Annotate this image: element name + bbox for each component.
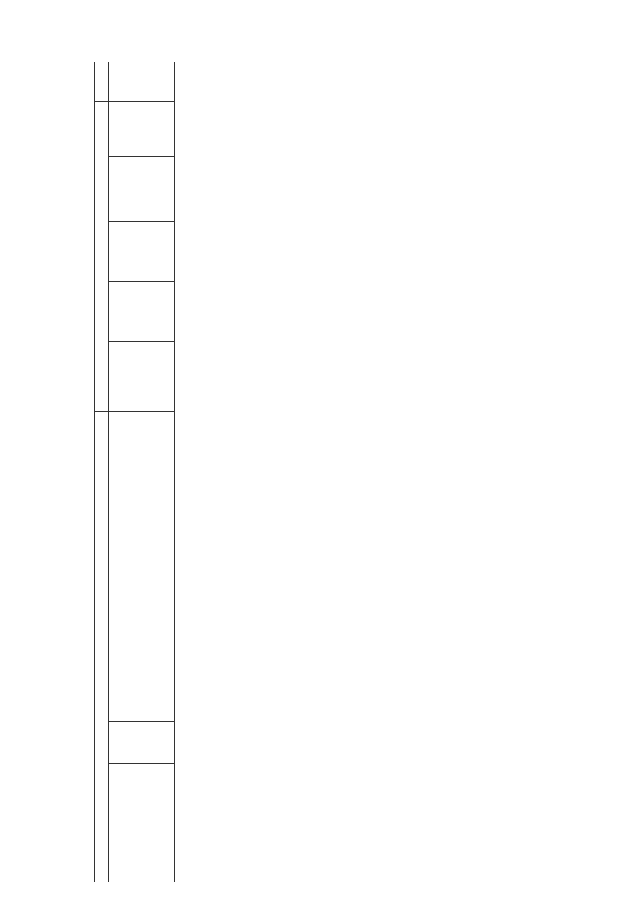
rotated-table-sheet — [64, 62, 604, 882]
